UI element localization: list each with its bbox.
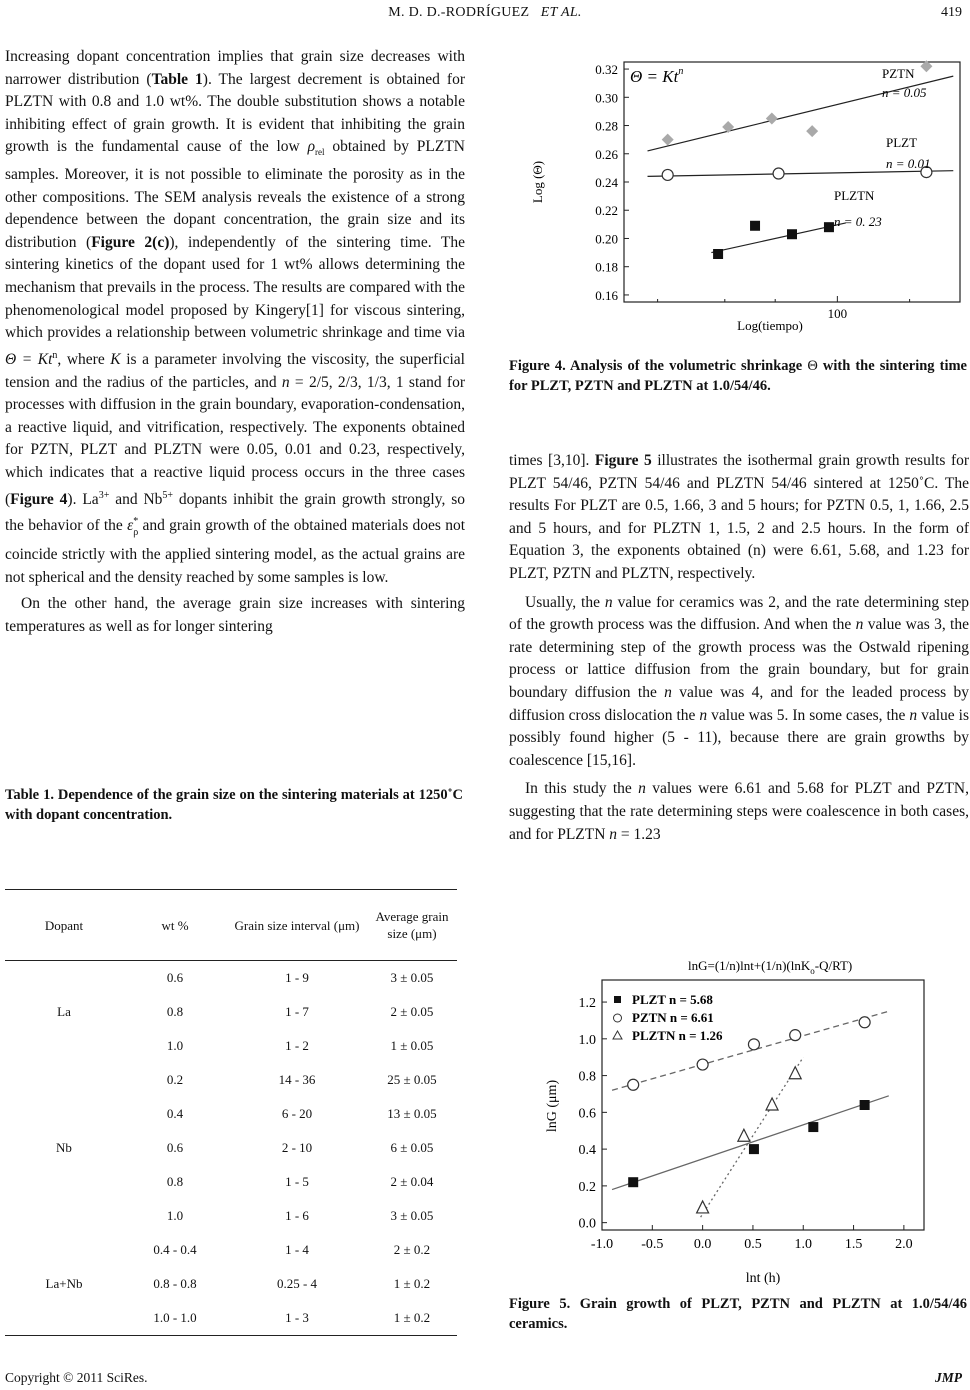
label-plzt: PLZT xyxy=(886,135,918,150)
x-axis-label: Log(tiempo) xyxy=(737,318,803,333)
legend-marker-circle xyxy=(614,1014,622,1022)
y-axis-label: lnG (μm) xyxy=(545,1079,560,1133)
y-tick-label: 1.2 xyxy=(578,996,596,1012)
data-point-circle xyxy=(790,1030,801,1041)
x-tick-label: 100 xyxy=(827,306,848,321)
copyright: Copyright © 2011 SciRes. xyxy=(5,1370,148,1385)
col-header-dopant: Dopant xyxy=(5,890,123,961)
col-header-average: Average grain size (μm) xyxy=(367,890,457,961)
y-tick-label: 0.8 xyxy=(578,1069,596,1085)
figure-5-chart xyxy=(540,952,930,1288)
figure-ref: Figure 2(c) xyxy=(91,233,170,251)
legend-entry: PLZT n = 5.68 xyxy=(632,992,713,1007)
x-axis-ticks xyxy=(591,1225,913,1252)
dopant-cell: La+Nb xyxy=(45,1276,83,1291)
x-tick-label: 0.0 xyxy=(693,1237,712,1252)
table-row: Nb 0.6 2 - 10 6 ± 0.05 xyxy=(5,1131,457,1165)
x-tick-label: 1.0 xyxy=(794,1237,812,1252)
dopant-cell: Nb xyxy=(56,1140,72,1155)
col-header-interval: Grain size interval (μm) xyxy=(227,890,367,961)
y-tick-label: 0.28 xyxy=(595,118,618,134)
data-point-diamond xyxy=(662,134,674,146)
footer xyxy=(5,1370,962,1386)
table-row: 0.4 6 - 20 13 ± 0.05 xyxy=(166,1106,437,1121)
data-point-diamond xyxy=(766,112,778,124)
data-point-square xyxy=(824,222,834,232)
y-tick-label: 0.26 xyxy=(595,146,618,162)
y-tick-label: 0.32 xyxy=(595,62,618,78)
data-point-square xyxy=(787,229,797,239)
data-point-diamond xyxy=(806,125,818,137)
data-point-circle xyxy=(697,1059,708,1070)
x-tick-label: -0.5 xyxy=(641,1237,664,1252)
table-row: 0.2 14 - 36 25 ± 0.05 xyxy=(166,1072,437,1087)
y-tick-label: 0.4 xyxy=(578,1143,596,1159)
figure-5 xyxy=(540,952,930,1288)
x-tick-label: 1.5 xyxy=(844,1237,863,1252)
y-tick-label: 0.2 xyxy=(578,1179,596,1195)
grain-size-table xyxy=(5,889,457,1336)
figure-ref: Figure 5 xyxy=(594,452,652,469)
legend-marker-square xyxy=(614,996,621,1003)
paragraph: Increasing dopant concentration implies that grain size decreases with narrower distribution (Table 1). The largest decrement is obtained for PLZTN with 0.8 and 1.0 wt%. The double substitution shows a notable inhibiting effect of grain growth. It is evident that inhibiting the grain growth is the fundamental cause of the low $\rho_{rel}$ obtained by PLZTN samples. Moreover, it is not possible to eliminate the porosity as in the other compositions. The SEM analysis reveals the existence of a strong dependence between the dopant concentration, the grain size and its distribution (Figure 2(c)), independently of the sintering time. The sintering kinetics of the dopant used for 1 wt% allows determining the mechanism that prevails in the process. The results are compared with the phenomenological model proposed by Kingery[1] for viscous sintering, which provides a relationship between volumetric shrinkage and time via $\Theta = Kt^n$, where K is a parameter involving the viscosity, the superficial tension and the radius of the particles, and n = 2/5, 2/3, 1/3, 1 stand for processes with diffusion in the grain boundary, evaporation-condensation, a reactive liquid, and vitrification, respectively. The exponents obtained for PZTN, PLZT and PLZTN were 0.05, 0.01 and 0.23, respectively, which indicates that a reactive liquid process occurs in the three cases (Figure 4). $La^{3+}$ and $Nb^{5+}$ dopants inhibit the grain growth strongly, so the behavior of the $\varepsilon^*_\rho$ and grain growth of the obtained materials does not coincide strictly with the applied sintering model, as the actual grains are not spherical and the density reached by some samples is low. xyxy=(5,48,466,586)
data-point-circle xyxy=(773,168,784,179)
table-row: La+Nb 0.8 - 0.8 0.25 - 4 1 ± 0.2 xyxy=(5,1267,457,1301)
fig4-formula: $\Theta = Kt^n$ xyxy=(630,66,684,86)
table-ref: Table 1 xyxy=(151,70,203,88)
right-column xyxy=(509,450,969,846)
paragraph: Usually, the n value for ceramics was 2, and the rate determining step of the growth process was the diffusion. And when the n value was 3, the rate determining step of the growth process was the Ostwald ripening process or lattice diffusion from the grain boundary, but for grain boundary diffusion the n value was 4, and for the leaded process by diffusion cross dislocation the n value was 5. In some cases, the n value is possibly found higher (5 - 11), because there are grain growths by coalescence [15,16]. xyxy=(509,593,969,769)
y-tick-label: 1.0 xyxy=(578,1032,596,1048)
table-row: 1.0 1 - 6 3 ± 0.05 xyxy=(166,1208,434,1223)
running-head xyxy=(0,5,970,23)
figure-ref: Figure 4 xyxy=(10,490,68,508)
legend-entry: PLZTN n = 1.26 xyxy=(632,1028,723,1043)
y-tick-label: 0.30 xyxy=(595,90,618,106)
label-pztn-n: n = 0.05 xyxy=(882,85,927,100)
col-header-wt: wt % xyxy=(123,890,227,961)
y-tick-label: 0.20 xyxy=(595,231,618,247)
data-point-diamond xyxy=(722,121,734,133)
table-row: 1.0 1 - 2 1 ± 0.05 xyxy=(166,1038,434,1053)
legend-entry: PZTN n = 6.61 xyxy=(632,1010,714,1025)
y-axis-label: Log (Θ) xyxy=(530,160,545,204)
data-point-circle xyxy=(662,169,673,180)
label-pztn: PZTN xyxy=(882,66,915,81)
label-plztn-n: n = 0. 23 xyxy=(834,214,882,229)
x-tick-label: -1.0 xyxy=(590,1237,614,1252)
page-number: 419 xyxy=(941,5,962,20)
paragraph: On the other hand, the average grain size increases with sintering temperatures as well as for longer sintering xyxy=(5,595,465,635)
x-tick-label: 0.5 xyxy=(744,1237,762,1252)
y-tick-label: 0.6 xyxy=(578,1106,596,1122)
y-axis-ticks xyxy=(579,996,608,1232)
data-point-triangle xyxy=(738,1129,750,1141)
x-tick-label: 2.0 xyxy=(895,1237,913,1252)
header-authors: M. D. D.-RODRÍGUEZ ET AL. xyxy=(388,5,582,20)
y-tick-label: 0.22 xyxy=(595,203,618,219)
data-point-circle xyxy=(859,1017,870,1028)
figure-4-chart xyxy=(524,50,964,350)
y-tick-label: 0.0 xyxy=(578,1216,596,1232)
fit-line-plzt xyxy=(612,1096,889,1190)
legend xyxy=(613,992,723,1043)
fit-line-plztn xyxy=(701,1057,804,1217)
data-point-triangle xyxy=(789,1067,801,1079)
left-column xyxy=(5,46,465,639)
paragraph: In this study the n values were 6.61 and 5.68 for PLZT and PZTN, suggesting that the rate determining steps were coalescence in both cases, and for PLZTN n = 1.23 xyxy=(509,780,969,843)
y-tick-label: 0.24 xyxy=(595,175,618,190)
label-plztn: PLZTN xyxy=(834,188,875,203)
figure-5-caption: Figure 5. Grain growth of PLZT, PZTN and PLZTN at 1.0/54/46 ceramics. xyxy=(509,1296,967,1332)
data-point-square xyxy=(808,1122,818,1132)
legend-marker-triangle xyxy=(613,1031,622,1039)
table-caption: Table 1. Dependence of the grain size on the sintering materials at 1250˚C with dopant concentration. xyxy=(5,787,463,823)
y-tick-label: 0.16 xyxy=(595,287,618,303)
data-point-square xyxy=(750,221,760,231)
label-plzt-n: n = 0.01 xyxy=(886,156,931,171)
table-row: 1.0 - 1.0 1 - 3 1 ± 0.2 xyxy=(5,1301,457,1336)
data-point-triangle xyxy=(766,1098,778,1110)
table-row: 0.8 1 - 5 2 ± 0.04 xyxy=(166,1174,434,1189)
fig5-formula: lnG=(1/n)lnt+(1/n)(lnK$_o$-Q/RT) xyxy=(688,958,853,976)
data-point-square xyxy=(628,1177,638,1187)
table-row: 0.6 1 - 9 3 ± 0.05 xyxy=(166,970,434,985)
data-point-circle xyxy=(628,1079,639,1090)
fit-line-plzt xyxy=(648,171,954,177)
data-point-square xyxy=(860,1100,870,1110)
journal-abbrev: JMP xyxy=(935,1370,962,1385)
paragraph: times [3,10]. Figure 5 illustrates the isothermal grain growth results for PLZT 54/46, PZTN 54/46 and PLZTN 54/46 sintered at 1250˚C. The results For PLZT are 0.5, 1.66, 3 and 5 hours; for PZTN 0.5, 1, 1.66, 2.5 and 5 hours, and for PLZTN 1, 1.5, 2 and 2.5 hours. In the form of Equation 3, the exponents obtained (n) were 6.61, 5.68, and 1.23 for PLZT, PZTN and PLZTN, respectively. xyxy=(509,452,970,582)
data-point-square xyxy=(713,249,723,259)
data-point-square xyxy=(749,1144,759,1154)
table-row: La 0.8 1 - 7 2 ± 0.05 xyxy=(5,995,457,1029)
y-tick-label: 0.18 xyxy=(595,259,618,275)
x-axis-label: lnt (h) xyxy=(745,1271,781,1286)
figure-4 xyxy=(524,50,964,350)
table-row: 0.4 - 0.4 1 - 4 2 ± 0.2 xyxy=(153,1242,431,1257)
dopant-cell: La xyxy=(57,1004,71,1019)
table-header-row xyxy=(5,890,457,961)
data-point-circle xyxy=(748,1039,759,1050)
figure-4-caption: Figure 4. Analysis of the volumetric shrinkage Θ with the sintering time for PLZT, PZTN and PLZTN at 1.0/54/46. xyxy=(509,358,967,394)
